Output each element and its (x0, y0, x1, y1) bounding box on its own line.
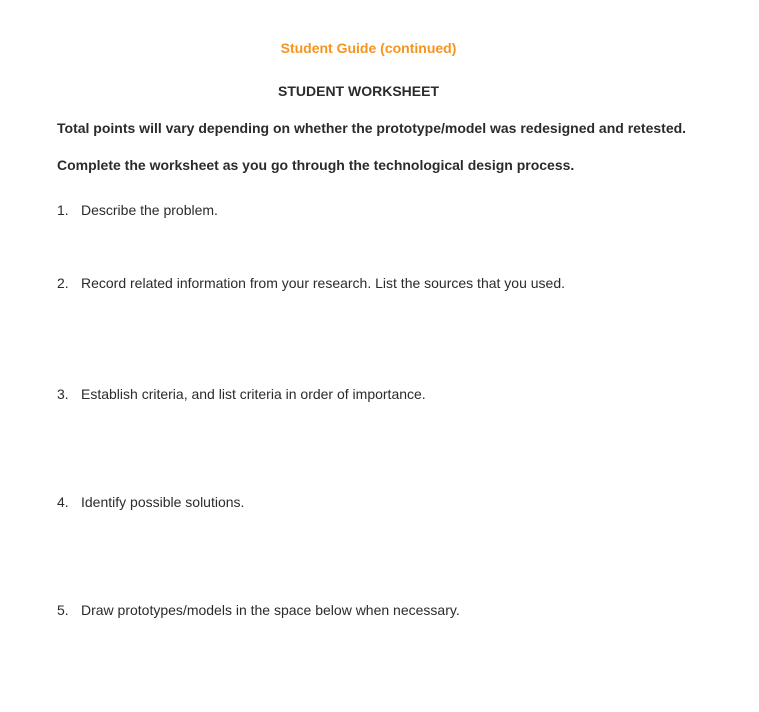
instruction-total-points: Total points will vary depending on whether the prototype/model was redesigned and retested. (57, 120, 687, 136)
step-item (57, 386, 426, 402)
step-text: Record related information from your research. List the sources that you used. (81, 275, 566, 291)
instruction-complete-worksheet: Complete the worksheet as you go through the technological design process. (57, 157, 575, 173)
step-number: 4. (57, 494, 69, 510)
step-number: 1. (57, 202, 69, 218)
step-item (57, 494, 244, 510)
step-number: 3. (57, 386, 69, 402)
step-text: Identify possible solutions. (81, 494, 245, 510)
step-item (57, 275, 565, 291)
worksheet-title: STUDENT WORKSHEET (278, 83, 439, 99)
step-text: Draw prototypes/models in the space below when necessary. (81, 602, 460, 618)
step-number: 5. (57, 602, 69, 618)
step-item (57, 602, 460, 618)
guide-title: Student Guide (continued) (280, 40, 457, 56)
step-number: 2. (57, 275, 69, 291)
step-text: Establish criteria, and list criteria in order of importance. (81, 386, 426, 402)
step-item (57, 202, 218, 218)
step-text: Describe the problem. (81, 202, 218, 218)
